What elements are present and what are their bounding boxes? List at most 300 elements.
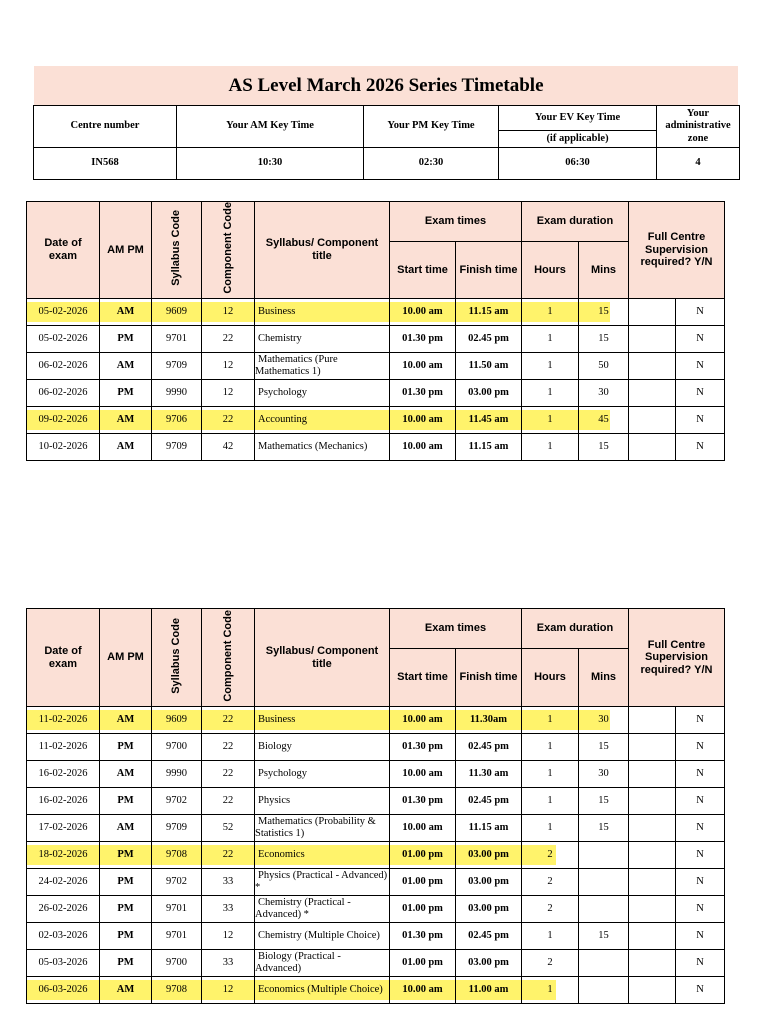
hours-cell bbox=[522, 353, 579, 380]
hours-cell bbox=[522, 923, 579, 950]
start-time-cell-text: 10.00 am bbox=[402, 984, 443, 996]
component-code-cell-text: 12 bbox=[222, 984, 234, 996]
mins-cell-text: 30 bbox=[598, 387, 609, 399]
session-cell bbox=[100, 977, 152, 1004]
hours-cell-text: 1 bbox=[547, 822, 553, 834]
hours-cell-text: 1 bbox=[547, 930, 553, 942]
exam-date-cell bbox=[27, 761, 100, 788]
syllabus-code-cell bbox=[152, 707, 202, 734]
exam-date-cell-text: 11-02-2026 bbox=[38, 714, 88, 726]
component-title-cell-text: Psychology bbox=[258, 768, 308, 780]
exam-date-cell bbox=[27, 407, 100, 434]
component-code-cell bbox=[202, 788, 255, 815]
session-cell bbox=[100, 788, 152, 815]
session-cell bbox=[100, 434, 152, 461]
syllabus-code-cell-text: 9701 bbox=[166, 930, 187, 942]
supervision-blank-cell bbox=[629, 950, 676, 977]
pm-key-time-header: Your PM Key Time bbox=[364, 106, 499, 148]
mins-cell-text: 15 bbox=[598, 441, 609, 453]
session-cell-text: AM bbox=[116, 441, 135, 453]
exam-date-cell-text: 17-02-2026 bbox=[38, 822, 88, 834]
exam-date-cell bbox=[27, 842, 100, 869]
start-time-cell bbox=[390, 896, 456, 923]
session-cell bbox=[100, 707, 152, 734]
finish-time-cell-text: 02.45 pm bbox=[468, 930, 509, 942]
syllabus-code-cell-text: 9990 bbox=[166, 768, 187, 780]
component-code-cell bbox=[202, 842, 255, 869]
start-time-cell-text: 01.00 pm bbox=[402, 903, 443, 915]
finish-time-header: Finish time bbox=[456, 242, 522, 299]
supervision-yn-cell-text: N bbox=[696, 768, 704, 780]
hours-cell bbox=[522, 734, 579, 761]
start-time-cell-text: 01.30 pm bbox=[402, 741, 443, 753]
component-code-cell bbox=[202, 434, 255, 461]
start-time-cell bbox=[390, 326, 456, 353]
table-row bbox=[27, 734, 725, 761]
component-code-cell bbox=[202, 407, 255, 434]
start-time-cell-text: 01.00 pm bbox=[402, 957, 443, 969]
syllabus-code-cell-text: 9701 bbox=[166, 333, 187, 345]
date-column-header: Date of exam bbox=[27, 609, 100, 707]
start-time-cell-text: 01.30 pm bbox=[402, 795, 443, 807]
hours-cell bbox=[522, 326, 579, 353]
component-code-cell-text: 33 bbox=[222, 876, 234, 888]
supervision-blank-cell-text bbox=[650, 387, 654, 398]
session-cell bbox=[100, 869, 152, 896]
finish-time-cell-text: 03.00 pm bbox=[468, 876, 509, 888]
exam-date-cell-text: 18-02-2026 bbox=[38, 849, 88, 861]
supervision-blank-cell bbox=[629, 788, 676, 815]
finish-time-cell bbox=[456, 407, 522, 434]
hours-cell-text: 2 bbox=[547, 957, 553, 969]
mins-cell-text: 15 bbox=[598, 822, 609, 834]
hours-cell-text: 1 bbox=[547, 768, 553, 780]
component-code-cell bbox=[202, 896, 255, 923]
key-time-table bbox=[33, 105, 740, 180]
finish-time-header: Finish time bbox=[456, 649, 522, 707]
mins-cell bbox=[579, 407, 629, 434]
supervision-blank-cell-text bbox=[650, 741, 654, 752]
table-row bbox=[27, 380, 725, 407]
finish-time-cell-text: 03.00 pm bbox=[468, 903, 509, 915]
finish-time-cell-text: 11.30 am bbox=[468, 768, 509, 780]
page-title: AS Level March 2026 Series Timetable bbox=[34, 66, 738, 105]
hours-cell-text: 1 bbox=[547, 714, 553, 726]
component-title-cell bbox=[255, 326, 390, 353]
start-time-cell-text: 01.00 pm bbox=[402, 849, 443, 861]
hours-cell bbox=[522, 896, 579, 923]
table-row bbox=[27, 923, 725, 950]
supervision-yn-cell-text: N bbox=[696, 306, 704, 318]
component-title-cell bbox=[255, 353, 390, 380]
component-code-cell bbox=[202, 326, 255, 353]
session-cell-text: PM bbox=[117, 876, 134, 888]
syllabus-code-cell-text: 9708 bbox=[166, 849, 187, 861]
finish-time-cell bbox=[456, 842, 522, 869]
finish-time-cell bbox=[456, 299, 522, 326]
admin-zone-value: 4 bbox=[657, 148, 740, 180]
component-code-cell-text: 22 bbox=[222, 714, 234, 726]
exam-date-cell-text: 09-02-2026 bbox=[38, 414, 88, 426]
finish-time-cell bbox=[456, 788, 522, 815]
syllabus-code-cell-text: 9701 bbox=[166, 903, 187, 915]
exam-date-cell-text: 16-02-2026 bbox=[38, 795, 88, 807]
finish-time-cell-text: 03.00 pm bbox=[468, 849, 509, 861]
hours-header: Hours bbox=[522, 649, 579, 707]
supervision-yn-cell bbox=[676, 842, 725, 869]
table-row bbox=[27, 761, 725, 788]
component-code-cell bbox=[202, 923, 255, 950]
finish-time-cell bbox=[456, 869, 522, 896]
exam-date-cell bbox=[27, 815, 100, 842]
exam-date-cell-text: 06-02-2026 bbox=[38, 387, 88, 399]
supervision-blank-cell bbox=[629, 353, 676, 380]
ampm-column-header: AM PM bbox=[100, 202, 152, 299]
exam-date-cell bbox=[27, 977, 100, 1004]
component-title-cell-text: Accounting bbox=[258, 414, 307, 426]
syllabus-code-cell bbox=[152, 923, 202, 950]
pm-key-time-value: 02:30 bbox=[364, 148, 499, 180]
component-code-cell-text: 22 bbox=[222, 849, 234, 861]
supervision-blank-cell-text bbox=[650, 768, 654, 779]
supervision-yn-cell-text: N bbox=[696, 957, 704, 969]
centre-number-header: Centre number bbox=[34, 106, 177, 148]
finish-time-cell-text: 02.45 pm bbox=[468, 333, 509, 345]
supervision-yn-cell bbox=[676, 977, 725, 1004]
exam-date-cell-text: 24-02-2026 bbox=[38, 876, 88, 888]
exam-date-cell bbox=[27, 896, 100, 923]
finish-time-cell bbox=[456, 815, 522, 842]
hours-cell-text: 1 bbox=[547, 360, 553, 372]
component-code-cell-text: 22 bbox=[222, 333, 234, 345]
supervision-yn-cell-text: N bbox=[696, 714, 704, 726]
exam-date-cell bbox=[27, 788, 100, 815]
start-time-cell-text: 10.00 am bbox=[402, 441, 443, 453]
mins-cell bbox=[579, 842, 629, 869]
start-time-cell bbox=[390, 761, 456, 788]
component-code-cell-text: 22 bbox=[222, 741, 234, 753]
start-time-cell bbox=[390, 815, 456, 842]
start-time-cell-text: 10.00 am bbox=[402, 360, 443, 372]
syllabus-code-cell-text: 9990 bbox=[166, 387, 187, 399]
hours-cell bbox=[522, 869, 579, 896]
mins-cell-text bbox=[602, 957, 606, 968]
start-time-header: Start time bbox=[390, 242, 456, 299]
table-row bbox=[27, 788, 725, 815]
hours-cell-text: 2 bbox=[547, 849, 553, 861]
table-row bbox=[27, 842, 725, 869]
supervision-blank-cell-text bbox=[650, 306, 654, 317]
component-code-cell bbox=[202, 761, 255, 788]
component-title-cell-text: Business bbox=[258, 306, 296, 318]
component-title-cell bbox=[255, 761, 390, 788]
supervision-blank-cell-text bbox=[650, 714, 654, 725]
finish-time-cell bbox=[456, 734, 522, 761]
supervision-yn-cell bbox=[676, 788, 725, 815]
session-cell bbox=[100, 380, 152, 407]
syllabus-code-cell bbox=[152, 788, 202, 815]
syllabus-code-column-header: Syllabus Code bbox=[152, 202, 202, 299]
component-code-cell-text: 52 bbox=[222, 822, 234, 834]
finish-time-cell-text: 11.15 am bbox=[468, 822, 509, 834]
component-code-cell bbox=[202, 707, 255, 734]
syllabus-code-cell bbox=[152, 380, 202, 407]
hours-cell-text: 1 bbox=[547, 414, 553, 426]
supervision-yn-cell-text: N bbox=[696, 360, 704, 372]
session-cell-text: AM bbox=[116, 714, 135, 726]
ev-key-time-value: 06:30 bbox=[499, 148, 657, 180]
syllabus-code-cell bbox=[152, 842, 202, 869]
component-code-cell bbox=[202, 353, 255, 380]
component-title-cell bbox=[255, 815, 390, 842]
supervision-yn-cell bbox=[676, 326, 725, 353]
supervision-blank-cell bbox=[629, 896, 676, 923]
supervision-column-header: Full Centre Supervision required? Y/N bbox=[629, 609, 725, 707]
supervision-yn-cell-text: N bbox=[696, 822, 704, 834]
table-row bbox=[27, 707, 725, 734]
exam-date-cell bbox=[27, 299, 100, 326]
component-title-cell-text: Chemistry (Practical - Advanced) * bbox=[255, 897, 351, 920]
mins-header: Mins bbox=[579, 649, 629, 707]
hours-cell bbox=[522, 380, 579, 407]
component-code-cell-text: 12 bbox=[222, 306, 234, 318]
supervision-yn-cell bbox=[676, 815, 725, 842]
table-row bbox=[27, 299, 725, 326]
hours-cell-text: 2 bbox=[547, 876, 553, 888]
supervision-blank-cell-text bbox=[650, 957, 654, 968]
hours-cell-text: 1 bbox=[547, 387, 553, 399]
finish-time-cell bbox=[456, 761, 522, 788]
start-time-cell bbox=[390, 734, 456, 761]
component-title-cell bbox=[255, 869, 390, 896]
exam-date-cell bbox=[27, 950, 100, 977]
component-title-cell-text: Chemistry (Multiple Choice) bbox=[258, 930, 380, 942]
mins-cell-text: 15 bbox=[598, 741, 609, 753]
ev-key-time-subheader: (if applicable) bbox=[499, 131, 657, 148]
syllabus-code-cell-text: 9609 bbox=[166, 714, 187, 726]
finish-time-cell bbox=[456, 977, 522, 1004]
mins-cell-text: 45 bbox=[598, 414, 609, 426]
am-key-time-value: 10:30 bbox=[177, 148, 364, 180]
exam-date-cell bbox=[27, 434, 100, 461]
finish-time-cell-text: 02.45 pm bbox=[468, 795, 509, 807]
exam-duration-header: Exam duration bbox=[522, 609, 629, 649]
supervision-blank-cell bbox=[629, 761, 676, 788]
mins-header: Mins bbox=[579, 242, 629, 299]
finish-time-cell-text: 11.30am bbox=[469, 714, 508, 726]
table-row bbox=[27, 977, 725, 1004]
syllabus-code-cell-text: 9708 bbox=[166, 984, 187, 996]
component-title-cell bbox=[255, 380, 390, 407]
supervision-blank-cell bbox=[629, 923, 676, 950]
session-cell-text: PM bbox=[117, 741, 134, 753]
mins-cell-text bbox=[602, 849, 606, 860]
finish-time-cell bbox=[456, 707, 522, 734]
start-time-cell bbox=[390, 950, 456, 977]
supervision-yn-cell-text: N bbox=[696, 930, 704, 942]
syllabus-code-cell bbox=[152, 761, 202, 788]
mins-cell-text: 15 bbox=[598, 795, 609, 807]
supervision-yn-cell-text: N bbox=[696, 903, 704, 915]
mins-cell bbox=[579, 950, 629, 977]
table-row bbox=[27, 434, 725, 461]
mins-cell-text: 50 bbox=[598, 360, 609, 372]
syllabus-code-cell bbox=[152, 869, 202, 896]
supervision-yn-cell bbox=[676, 434, 725, 461]
exam-date-cell bbox=[27, 923, 100, 950]
exam-date-cell bbox=[27, 869, 100, 896]
syllabus-code-cell bbox=[152, 353, 202, 380]
finish-time-cell-text: 02.45 pm bbox=[468, 741, 509, 753]
session-cell-text: AM bbox=[116, 768, 135, 780]
session-cell bbox=[100, 842, 152, 869]
exam-date-cell bbox=[27, 353, 100, 380]
supervision-yn-cell bbox=[676, 761, 725, 788]
start-time-cell bbox=[390, 707, 456, 734]
syllabus-code-cell-text: 9702 bbox=[166, 795, 187, 807]
syllabus-code-cell-text: 9709 bbox=[166, 822, 187, 834]
component-code-cell bbox=[202, 815, 255, 842]
component-code-cell-text: 33 bbox=[222, 903, 234, 915]
component-title-cell bbox=[255, 977, 390, 1004]
component-code-cell-text: 22 bbox=[222, 768, 234, 780]
component-code-cell bbox=[202, 950, 255, 977]
finish-time-cell-text: 11.00 am bbox=[468, 984, 509, 996]
hours-cell bbox=[522, 707, 579, 734]
supervision-blank-cell-text bbox=[650, 360, 654, 371]
mins-cell bbox=[579, 299, 629, 326]
component-code-cell-text: 12 bbox=[222, 930, 234, 942]
component-title-cell-text: Mathematics (Probability & Statistics 1) bbox=[255, 816, 376, 839]
session-cell-text: AM bbox=[116, 306, 135, 318]
supervision-blank-cell-text bbox=[650, 876, 654, 887]
hours-cell bbox=[522, 434, 579, 461]
finish-time-cell bbox=[456, 434, 522, 461]
start-time-cell bbox=[390, 380, 456, 407]
mins-cell bbox=[579, 977, 629, 1004]
syllabus-code-cell-text: 9706 bbox=[166, 414, 187, 426]
component-title-cell bbox=[255, 788, 390, 815]
component-code-column-header: Component Code bbox=[202, 609, 255, 707]
hours-header: Hours bbox=[522, 242, 579, 299]
start-time-cell bbox=[390, 977, 456, 1004]
hours-cell bbox=[522, 407, 579, 434]
start-time-cell-text: 01.30 pm bbox=[402, 387, 443, 399]
session-cell-text: PM bbox=[117, 387, 134, 399]
supervision-yn-cell bbox=[676, 353, 725, 380]
component-code-cell-text: 33 bbox=[222, 957, 234, 969]
exam-date-cell bbox=[27, 380, 100, 407]
syllabus-code-cell-text: 9609 bbox=[166, 306, 187, 318]
finish-time-cell bbox=[456, 326, 522, 353]
mins-cell-text bbox=[602, 903, 606, 914]
supervision-yn-cell bbox=[676, 380, 725, 407]
supervision-yn-cell-text: N bbox=[696, 876, 704, 888]
finish-time-cell-text: 03.00 pm bbox=[468, 387, 509, 399]
session-cell bbox=[100, 734, 152, 761]
supervision-blank-cell-text bbox=[650, 795, 654, 806]
supervision-blank-cell bbox=[629, 434, 676, 461]
syllabus-code-cell bbox=[152, 950, 202, 977]
supervision-yn-cell-text: N bbox=[696, 984, 704, 996]
exam-date-cell-text: 05-02-2026 bbox=[38, 306, 88, 318]
component-code-cell-text: 22 bbox=[222, 795, 234, 807]
date-column-header: Date of exam bbox=[27, 202, 100, 299]
exam-date-cell-text: 05-02-2026 bbox=[38, 333, 88, 345]
admin-zone-header: Your administrative zone bbox=[657, 106, 740, 148]
component-title-cell-text: Psychology bbox=[258, 387, 308, 399]
mins-cell bbox=[579, 788, 629, 815]
supervision-blank-cell-text bbox=[650, 903, 654, 914]
table-row bbox=[27, 407, 725, 434]
component-code-cell bbox=[202, 977, 255, 1004]
mins-cell-text: 15 bbox=[598, 930, 609, 942]
component-title-cell bbox=[255, 842, 390, 869]
component-title-cell-text: Biology (Practical - Advanced) bbox=[255, 951, 341, 974]
component-title-cell-text: Chemistry bbox=[258, 333, 302, 345]
start-time-cell bbox=[390, 842, 456, 869]
session-cell-text: AM bbox=[116, 414, 135, 426]
component-code-cell-text: 22 bbox=[222, 414, 234, 426]
supervision-blank-cell-text bbox=[650, 930, 654, 941]
syllabus-code-cell bbox=[152, 815, 202, 842]
supervision-blank-cell-text bbox=[650, 849, 654, 860]
supervision-blank-cell bbox=[629, 734, 676, 761]
component-title-cell-text: Mathematics (Mechanics) bbox=[258, 441, 368, 453]
component-code-cell bbox=[202, 299, 255, 326]
mins-cell bbox=[579, 434, 629, 461]
supervision-yn-cell-text: N bbox=[696, 795, 704, 807]
start-time-cell bbox=[390, 407, 456, 434]
exam-date-cell-text: 06-03-2026 bbox=[38, 984, 88, 996]
session-cell-text: PM bbox=[117, 795, 134, 807]
syllabus-code-cell bbox=[152, 977, 202, 1004]
component-title-cell bbox=[255, 707, 390, 734]
component-title-cell-text: Economics (Multiple Choice) bbox=[258, 984, 383, 996]
component-title-cell-text: Biology bbox=[258, 741, 292, 753]
title-column-header: Syllabus/ Component title bbox=[255, 609, 390, 707]
session-cell bbox=[100, 815, 152, 842]
syllabus-code-cell-text: 9700 bbox=[166, 741, 187, 753]
start-time-cell-text: 01.00 pm bbox=[402, 876, 443, 888]
mins-cell-text: 15 bbox=[598, 306, 609, 318]
start-time-cell-text: 10.00 am bbox=[402, 768, 443, 780]
supervision-yn-cell-text: N bbox=[696, 414, 704, 426]
hours-cell bbox=[522, 950, 579, 977]
component-title-cell-text: Economics bbox=[258, 849, 305, 861]
supervision-yn-cell-text: N bbox=[696, 741, 704, 753]
finish-time-cell bbox=[456, 353, 522, 380]
component-code-cell-text: 42 bbox=[222, 441, 234, 453]
component-title-cell bbox=[255, 434, 390, 461]
session-cell-text: AM bbox=[116, 984, 135, 996]
mins-cell bbox=[579, 815, 629, 842]
session-cell bbox=[100, 326, 152, 353]
supervision-yn-cell bbox=[676, 734, 725, 761]
start-time-cell-text: 10.00 am bbox=[402, 714, 443, 726]
supervision-yn-cell bbox=[676, 923, 725, 950]
session-cell bbox=[100, 407, 152, 434]
supervision-blank-cell-text bbox=[650, 333, 654, 344]
start-time-cell bbox=[390, 299, 456, 326]
start-time-cell-text: 01.30 pm bbox=[402, 930, 443, 942]
supervision-blank-cell bbox=[629, 326, 676, 353]
component-title-cell-text: Physics (Practical - Advanced) * bbox=[255, 870, 388, 893]
component-code-column-header: Component Code bbox=[202, 202, 255, 299]
table-row bbox=[27, 869, 725, 896]
mins-cell bbox=[579, 734, 629, 761]
exam-date-cell-text: 10-02-2026 bbox=[38, 441, 88, 453]
